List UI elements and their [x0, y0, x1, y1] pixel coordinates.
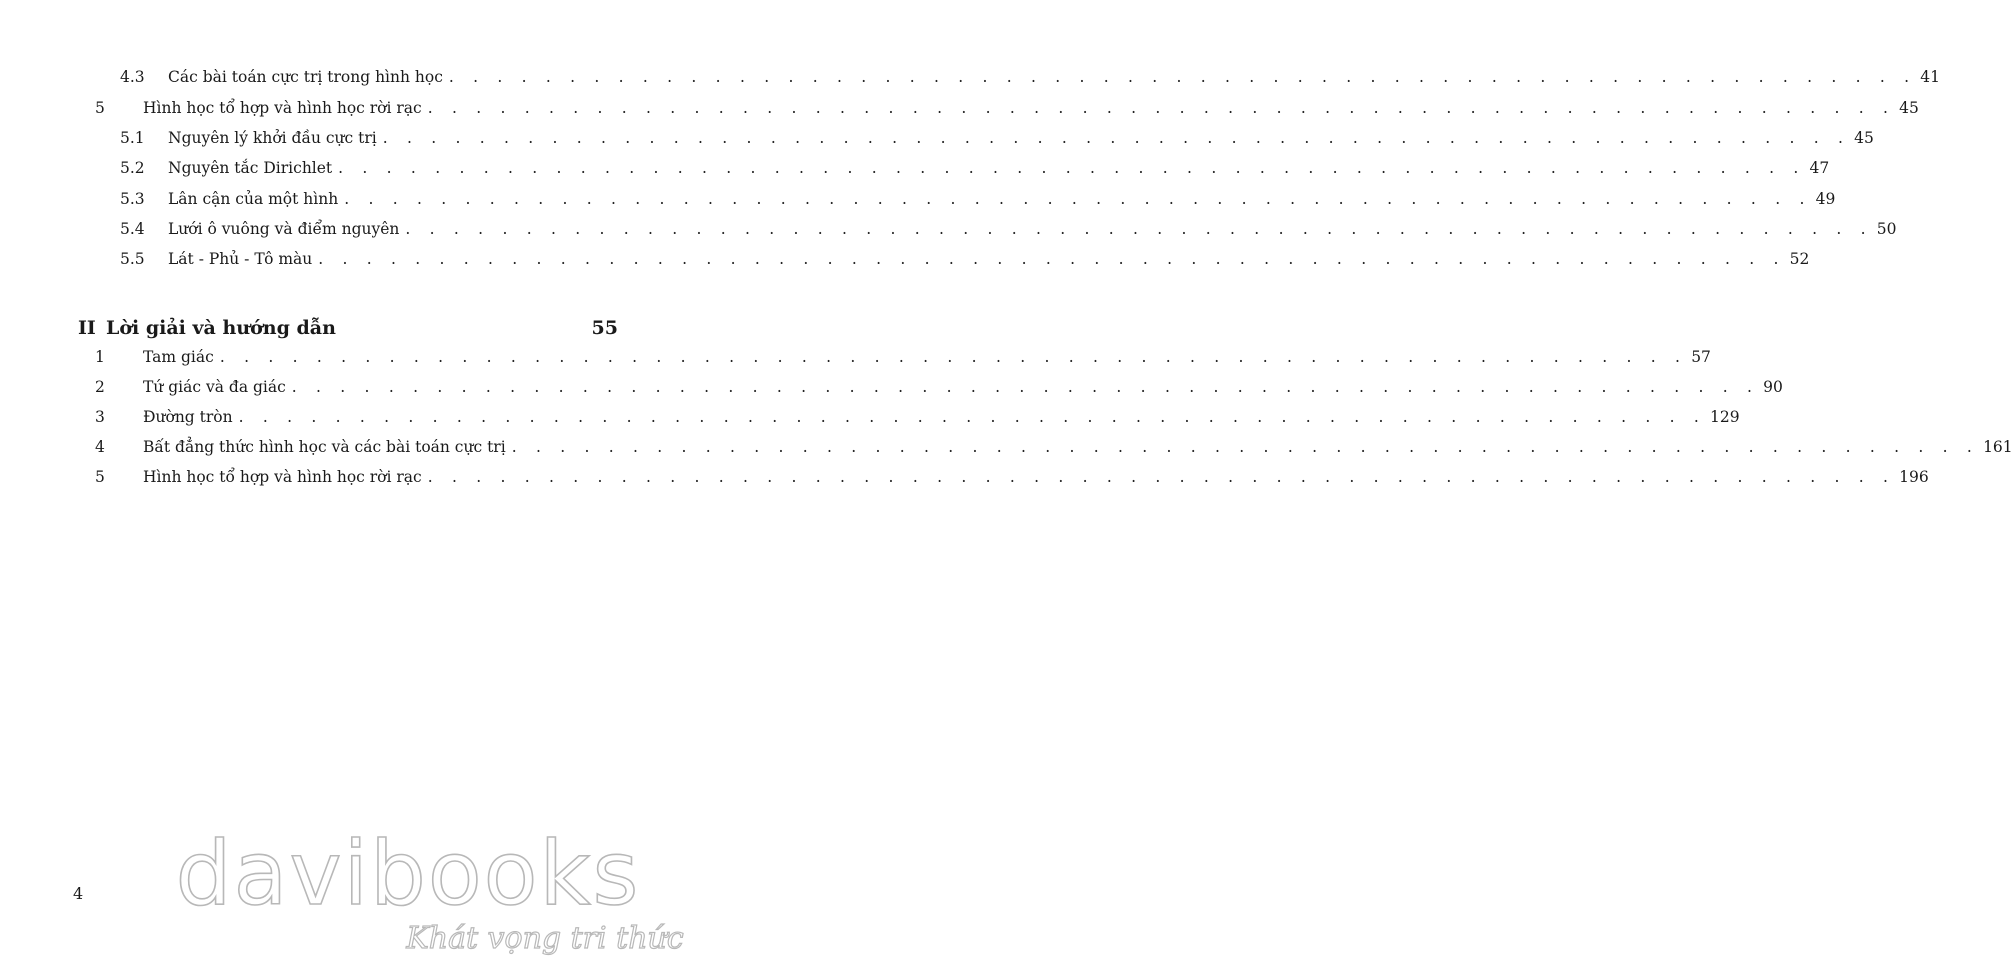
toc-entry-number: 5.5: [120, 250, 145, 268]
toc-entry-number: 5: [95, 468, 105, 486]
toc-entry-number: 4.3: [120, 68, 145, 86]
dot-leader: . . . . . . . . . . . . . . . . . . . . . . . . . . . . . . . . . . . . . . . . . . . . . . . . . . . . . . . . . . . . .: [318, 250, 1786, 268]
toc-entry-page: 49: [1815, 190, 1836, 208]
toc-entry-page: 90: [1763, 378, 1783, 396]
part-page: 55: [591, 317, 618, 339]
toc-entry-title: Bất đẳng thức hình học và các bài toán cực trị: [143, 438, 506, 456]
dot-leader: . . . . . . . . . . . . . . . . . . . . . . . . . . . . . . . . . . . . . . . . . . . . . . . . . . . . . . . . . . . . .: [291, 378, 1760, 396]
toc-part-heading[interactable]: [78, 311, 618, 345]
davibooks-watermark-logo: [150, 820, 684, 960]
dot-leader: . . . . . . . . . . . . . . . . . . . . . . . . . . . . . . . . . . . . . . . . . . . . . . . . . . . . . . . . . . . . .: [427, 99, 1896, 117]
toc-entry-page: 41: [1920, 68, 1940, 86]
toc-entry-number: 5.2: [120, 159, 145, 177]
toc-entry-page: 45: [1854, 129, 1874, 147]
dot-leader: . . . . . . . . . . . . . . . . . . . . . . . . . . . . . . . . . . . . . . . . . . . . . . . . . . . . . . . . . . . . .: [344, 190, 1812, 208]
toc-entry-number: 5.3: [120, 190, 145, 208]
dot-leader: . . . . . . . . . . . . . . . . . . . . . . . . . . . . . . . . . . . . . . . . . . . . . . . . . . . . . . . . . . . . .: [338, 159, 1806, 177]
toc-entry-page: 129: [1709, 408, 1740, 426]
toc-entry-title: Lát - Phủ - Tô màu: [168, 250, 313, 268]
page-number: 4: [73, 884, 84, 903]
toc-entry-number: 3: [95, 408, 105, 426]
toc-entry-number: 5: [95, 99, 105, 117]
toc-entry-number: 1: [95, 348, 105, 366]
toc-entry-page: 161: [1983, 438, 2013, 456]
toc-entry-title: Lưới ô vuông và điểm nguyên: [168, 220, 400, 238]
part-number: II: [78, 317, 96, 339]
toc-entry-page: 52: [1789, 250, 1810, 268]
toc-entry-title: Hình học tổ hợp và hình học rời rạc: [143, 468, 422, 486]
toc-entry-title: Nguyên lý khởi đầu cực trị: [168, 129, 377, 147]
dot-leader: . . . . . . . . . . . . . . . . . . . . . . . . . . . . . . . . . . . . . . . . . . . . . . . . . . . . . . . . . . . . .: [448, 68, 1917, 86]
toc-entry-page: 196: [1899, 468, 1929, 486]
dot-leader: . . . . . . . . . . . . . . . . . . . . . . . . . . . . . . . . . . . . . . . . . . . . . . . . . . . . . . . . . . . . .: [238, 408, 1706, 426]
dot-leader: . . . . . . . . . . . . . . . . . . . . . . . . . . . . . . . . . . . . . . . . . . . . . . . . . . . . . . . . . . . . .: [219, 348, 1688, 366]
toc-entry-title: Tứ giác và đa giác: [143, 378, 286, 396]
toc-entry-page: 45: [1899, 99, 1919, 117]
dot-leader: . . . . . . . . . . . . . . . . . . . . . . . . . . . . . . . . . . . . . . . . . . . . . . . . . . . . . . . . . . . . .: [511, 438, 1980, 456]
dot-leader: . . . . . . . . . . . . . . . . . . . . . . . . . . . . . . . . . . . . . . . . . . . . . . . . . . . . . . . . . . . . .: [405, 220, 1873, 238]
toc-entry-title: Hình học tổ hợp và hình học rời rạc: [143, 99, 422, 117]
watermark-brand: davibooks: [175, 822, 641, 925]
dot-leader: . . . . . . . . . . . . . . . . . . . . . . . . . . . . . . . . . . . . . . . . . . . . . . . . . . . . . . . . . . . . .: [382, 129, 1851, 147]
toc-entry-title: Tam giác: [143, 348, 214, 366]
toc-entry-number: 2: [95, 378, 105, 396]
toc-entry-number: 4: [95, 438, 105, 456]
toc-entry-number: 5.1: [120, 129, 145, 147]
toc-entry-title: Đường tròn: [143, 408, 233, 426]
toc-entry-number: 5.4: [120, 220, 145, 238]
watermark-slogan: Khát vọng tri thức: [406, 921, 684, 956]
toc-entry-title: Nguyên tắc Dirichlet: [168, 159, 333, 177]
part-title: Lời giải và hướng dẫn: [106, 317, 336, 339]
toc-entry-title: Các bài toán cực trị trong hình học: [168, 68, 443, 86]
toc-entry-page: 47: [1809, 159, 1830, 177]
toc-entry-title: Lân cận của một hình: [168, 190, 339, 208]
dot-leader: . . . . . . . . . . . . . . . . . . . . . . . . . . . . . . . . . . . . . . . . . . . . . . . . . . . . . . . . . . . . .: [427, 468, 1896, 486]
toc-entry-page: 57: [1691, 348, 1711, 366]
toc-entry-page: 50: [1876, 220, 1897, 238]
